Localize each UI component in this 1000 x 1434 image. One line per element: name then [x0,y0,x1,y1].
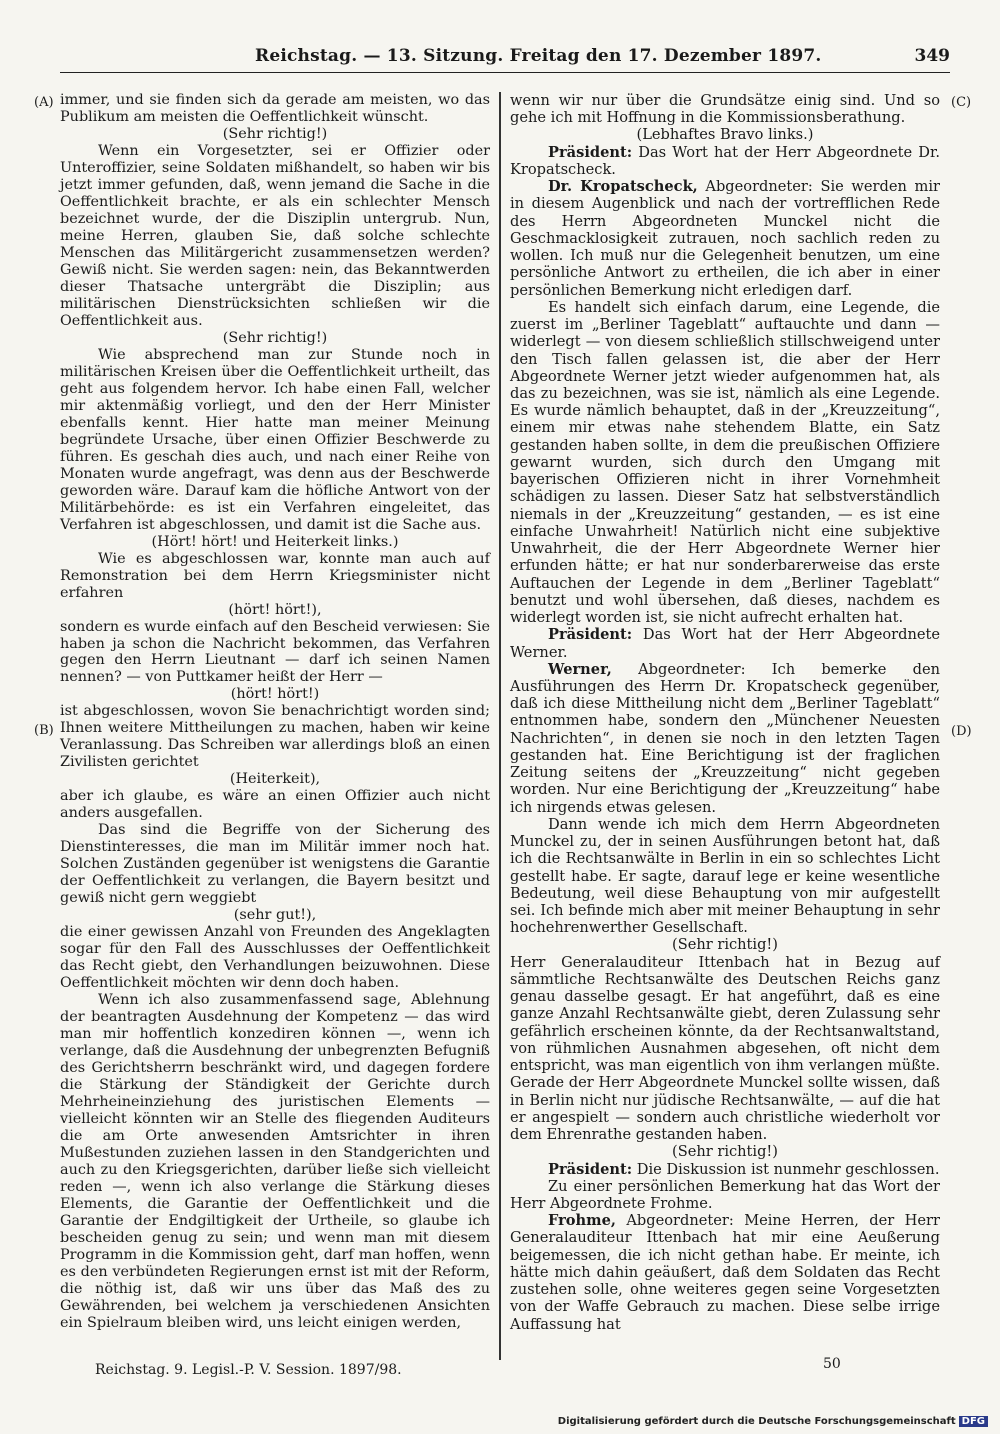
paragraph [510,626,940,660]
paragraph-text: (hört! hört!) [230,686,320,703]
margin-marker-a: (A) [34,95,54,110]
speaker-name: Werner, [548,660,612,678]
interjection [60,330,490,347]
paragraph-text: ist abgeschlossen, wovon Sie benachrichtigt worden sind; Ihnen weitere Mittheilungen zu machen, haben wir keine Veranlassung. Das Schreiben war allerdings bloß an einen Zivilisten gerichtet [60,703,490,771]
paragraph [60,992,490,1332]
paragraph-text: (Hört! hört! und Heiterkeit links.) [151,533,399,550]
interjection [60,602,490,619]
page-number: 349 [914,46,950,66]
paragraph [60,703,490,771]
paragraph-text: Das Wort hat der Herr Abgeordnete Werner. [510,626,940,661]
paragraph-text: Es handelt sich einfach darum, eine Legende, die zuerst im „Berliner Tageblatt“ auftauchte und dann — widerlegt — von diesem schließlich stillschweigend unter den Tisch fallen gelassen ist, die aber der Herr Abgeordnete Werner jetzt wieder aufgenommen hat, als das zu bezeichnen, was sie ist, nämlich als eine Legende. Es wurde nämlich behauptet, daß in der „Kreuzzeitung“, einem mir etwas nahe stehendem Blatte, ein Satz gestanden haben sollte, in dem die preußischen Offiziere gewarnt wurden, sich durch den Umgang mit bayerischen Offizieren nicht in ihrer Vornehmheit schädigen zu lassen. Dieser Satz hat selbstverständlich niemals in der „Kreuzzeitung“ gestanden, — es ist eine einfache Unwahrheit! Natürlich nicht eine subjektive Unwahrheit, die der Herr Abgeordnete Werner hier erfunden hätte; er hat nur sonderbarerweise das erste Auftauchen der Legende in dem „Berliner Tageblatt“ benutzt und wohl übersehen, daß dieses, nachdem es widerlegt worden ist, sie nicht aufrecht erhalten hat. [510,298,940,627]
paragraph [60,92,490,126]
paragraph-text: (Sehr richtig!) [222,125,328,142]
interjection [510,1143,940,1160]
paragraph [510,1161,940,1178]
right-column [510,92,940,1333]
margin-marker-d: (D) [951,724,972,739]
page-header [60,46,950,73]
footer-imprint: Reichstag. 9. Legisl.-P. V. Session. 1897/98. [95,1362,402,1378]
paragraph [60,347,490,534]
speaker-name: Dr. Kropatscheck, [548,178,698,196]
paragraph-text: Das sind die Begriffe von der Sicherung des Dienstinteresses, die man im Militär immer noch hat. Solchen Zuständen gegenüber ist wenigstens die Garantie der Oeffentlichkeit zu verlangen, die Bayern besitzt und gewiß nicht gern weggiebt [60,822,490,907]
speaker-name: Frohme, [548,1212,616,1230]
paragraph-text: (Sehr richtig!) [672,936,778,954]
paragraph [60,822,490,907]
page-title: Reichstag. — 13. Sitzung. Freitag den 17. Dezember 1897. [255,46,822,66]
paragraph-text: (Sehr richtig!) [222,329,328,346]
left-column [60,92,490,1332]
paragraph-text: sondern es wurde einfach auf den Bescheid verwiesen: Sie haben ja schon die Nachricht bekommen, das Verfahren gegen den Herrn Lieutnant — darf ich seinen Namen nennen? — von Puttkamer heißt der Herr — [60,618,490,686]
interjection [60,907,490,924]
speaker-name: Präsident: [548,143,633,161]
paragraph-text: (Sehr richtig!) [672,1143,778,1161]
paragraph-text: Abgeordneter: Sie werden mir in diesem Augenblick und nach der vortrefflichen Rede des Herrn Abgeordneten Munckel nicht die Geschmacklosigkeit zutrauen, noch sachlich reden zu wollen. Ich muß nur die Gelegenheit benutzen, um eine persönliche Antwort zu ertheilen, die ich aber in einer persönlichen Bemerkung nicht erledigen darf. [510,178,941,299]
paragraph [510,954,940,1144]
paragraph [60,924,490,992]
paragraph-text: Herr Generalauditeur Ittenbach hat in Bezug auf sämmtliche Rechtsanwälte des Deutschen Reichs ganz genau dasselbe gesagt. Er hat angeführt, daß es eine ganze Anzahl Rechtsanwälte giebt, deren Zulassung sehr gefährlich erscheinen könnte, da der Rechtsanwaltstand, von rühmlichen Ausnahmen abgesehen, oft nicht dem entspricht, was man eigentlich von ihm verlangen müßte. Gerade der Herr Abgeordnete Munckel sollte wissen, daß in Berlin nicht nur jüdische Rechtsanwälte, — auf die hat er angespielt — sondern auch christliche wiederholt vor dem Ehrenrathe gestanden haben. [510,953,940,1144]
paragraph-text: wenn wir nur über die Grundsätze einig sind. Und so gehe ich mit Hoffnung in die Kommissionsberathung. [510,92,940,127]
paragraph [510,144,940,178]
footer-sheet-number: 50 [823,1356,841,1372]
speaker-name: Präsident: [548,626,633,644]
interjection [510,936,940,953]
paragraph-text: (sehr gut!), [233,907,317,924]
paragraph [510,299,940,626]
paragraph-text: Wenn ein Vorgesetzter, sei er Offizier oder Unteroffizier, seine Soldaten mißhandelt, so haben wir bis jetzt immer gefunden, daß, wenn jemand die Sache in die Oeffentlichkeit brachte, er als ein schlechter Mensch bezeichnet wurde, der die Disziplin untergrub. Nun, meine Herren, glauben Sie, daß solche schlechte Menschen das Militärgericht zusammensetzen werden? Gewiß nicht. Sie werden sagen: nein, das Bekanntwerden dieser Thatsache untergräbt die Disziplin; aus militärischen Dienstrücksichten schließen wir die Oeffentlichkeit aus. [60,142,490,329]
margin-marker-b: (B) [34,723,54,738]
paragraph-text: Die Diskussion ist nunmehr geschlossen. [636,1160,940,1178]
paragraph-text: Dann wende ich mich dem Herrn Abgeordneten Munckel zu, der in seinen Ausführungen betont hat, daß ich die Rechtsanwälte in Berlin in ein so schlechtes Licht gestellt habe. Er sagte, darauf lege er keine wesentliche Bedeutung, weil diese Behauptung von mir aufgestellt sei. Ich befinde mich aber mit meiner Behauptung in sehr hochehrenwerther Gesellschaft. [510,815,940,937]
paragraph [60,551,490,602]
paragraph-text: Abgeordneter: Meine Herren, der Herr Generalauditeur Ittenbach hat mir eine Aeußerung beigemessen, die ich nicht gethan habe. Er meinte, ich hätte mich dahin geäußert, daß dem Soldaten das Recht zustehen solle, ohne weiteres gegen seine Vorgesetzten von der Waffe Gebrauch zu machen. Diese selbe irrige Auffassung hat [510,1212,940,1333]
interjection [60,126,490,143]
paragraph-text: Wie absprechend man zur Stunde noch in militärischen Kreisen über die Oeffentlichkeit urtheilt, das geht aus folgendem hervor. Ich habe einen Fall, welcher mir aktenmäßig vorliegt, und den der Herr Minister ebenfalls kennt. Hier hatte man meiner Meinung begründete Ursache, über einen Offizier Beschwerde zu führen. Es geschah dies auch, und nach einer Reihe von Monaten wurde angefragt, was denn aus der Beschwerde geworden wäre. Darauf kam die höfliche Antwort von der Militärbehörde: es ist ein Verfahren eingeleitet, das Verfahren ist abgeschlossen, und damit ist die Sache aus. [60,346,490,533]
paragraph-text: Das Wort hat der Herr Abgeordnete Dr. Kropatscheck. [510,143,941,178]
paragraph-text: (Lebhaftes Bravo links.) [636,126,814,144]
margin-marker-c: (C) [951,95,972,110]
interjection [60,771,490,788]
paragraph-text: Wie es abgeschlossen war, konnte man auch auf Remonstration bei dem Herrn Kriegsminister nicht erfahren [60,550,490,601]
interjection [60,686,490,703]
paragraph [510,92,940,126]
paragraph-text: (Heiterkeit), [229,771,321,788]
paragraph [510,178,940,299]
dfg-logo: DFG [959,1416,988,1427]
interjection [510,126,940,143]
interjection [60,534,490,551]
paragraph [510,816,940,937]
paragraph [60,143,490,330]
dfg-notice [558,1416,988,1427]
paragraph-text: Wenn ich also zusammenfassend sage, Ablehnung der beantragten Ausdehnung der Kompetenz — das wird man mir hoffentlich konzediren können —, wenn ich verlange, daß die Ausdehnung der unbegrenzten Befugniß des Gerichtsherrn beschränkt wird, und dagegen fordere die Stärkung der Ständigkeit der Gerichte durch Mehrheineinziehung des juristischen Elements — vielleicht könnten wir an Stelle des fliegenden Auditeurs die am Orte anwesenden Amtsrichter in ihren Mußestunden zuziehen lassen in den Standgerichten und auch zu den Kriegsgerichten, darüber ließe sich vielleicht reden —, wenn ich also verlange die Stärkung dieses Elements, die Garantie der Oeffentlichkeit und die Garantie der Endgiltigkeit der Urtheile, so glaube ich bescheiden genug zu sein; und wenn man mit diesem Programm in die Kommission geht, darf man hoffen, wenn es den verbündeten Regierungen ernst ist mit der Reform, die nöthig ist, daß wir uns über das Maß des zu Gewährenden, bei welchem ja verschiedenen Ansichten ein Spielraum bleiben wird, uns leicht einigen werden, [60,992,490,1331]
paragraph-text: aber ich glaube, es wäre an einen Offizier auch nicht anders ausgefallen. [60,788,490,822]
paragraph [510,1212,940,1333]
paragraph [510,1178,940,1212]
paragraph-text: Abgeordneter: Ich bemerke den Ausführungen des Herrn Dr. Kropatscheck gegenüber, daß ich diese Mittheilung nicht dem „Berliner Tageblatt“ entnommen habe, sondern den „Münchener Neuesten Nachrichten“, in denen sie noch in den letzten Tagen gestanden hat. Eine Berichtigung ist der fraglichen Zeitung seitens der „Kreuzzeitung“ nicht gegeben worden. Nur eine Berichtigung der „Kreuzzeitung“ habe ich nirgends etwas gelesen. [510,660,941,816]
paragraph [60,619,490,687]
paragraph-text: (hört! hört!), [228,601,322,618]
column-divider [499,92,501,1360]
paragraph-text: immer, und sie finden sich da gerade am meisten, wo das Publikum am meisten die Oeffentlichkeit wünscht. [60,92,490,125]
paragraph [60,788,490,822]
paragraph [510,661,940,816]
paragraph-text: die einer gewissen Anzahl von Freunden des Angeklagten sogar für den Fall des Ausschlusses der Oeffentlichkeit das Recht giebt, den Verhandlungen beizuwohnen. Diese Oeffentlichkeit möchten wir denn doch haben. [60,924,490,992]
dfg-text: Digitalisierung gefördert durch die Deutsche Forschungsgemeinschaft [557,1416,956,1427]
paragraph-text: Zu einer persönlichen Bemerkung hat das Wort der Herr Abgeordnete Frohme. [510,1177,940,1212]
speaker-name: Präsident: [548,1160,633,1178]
